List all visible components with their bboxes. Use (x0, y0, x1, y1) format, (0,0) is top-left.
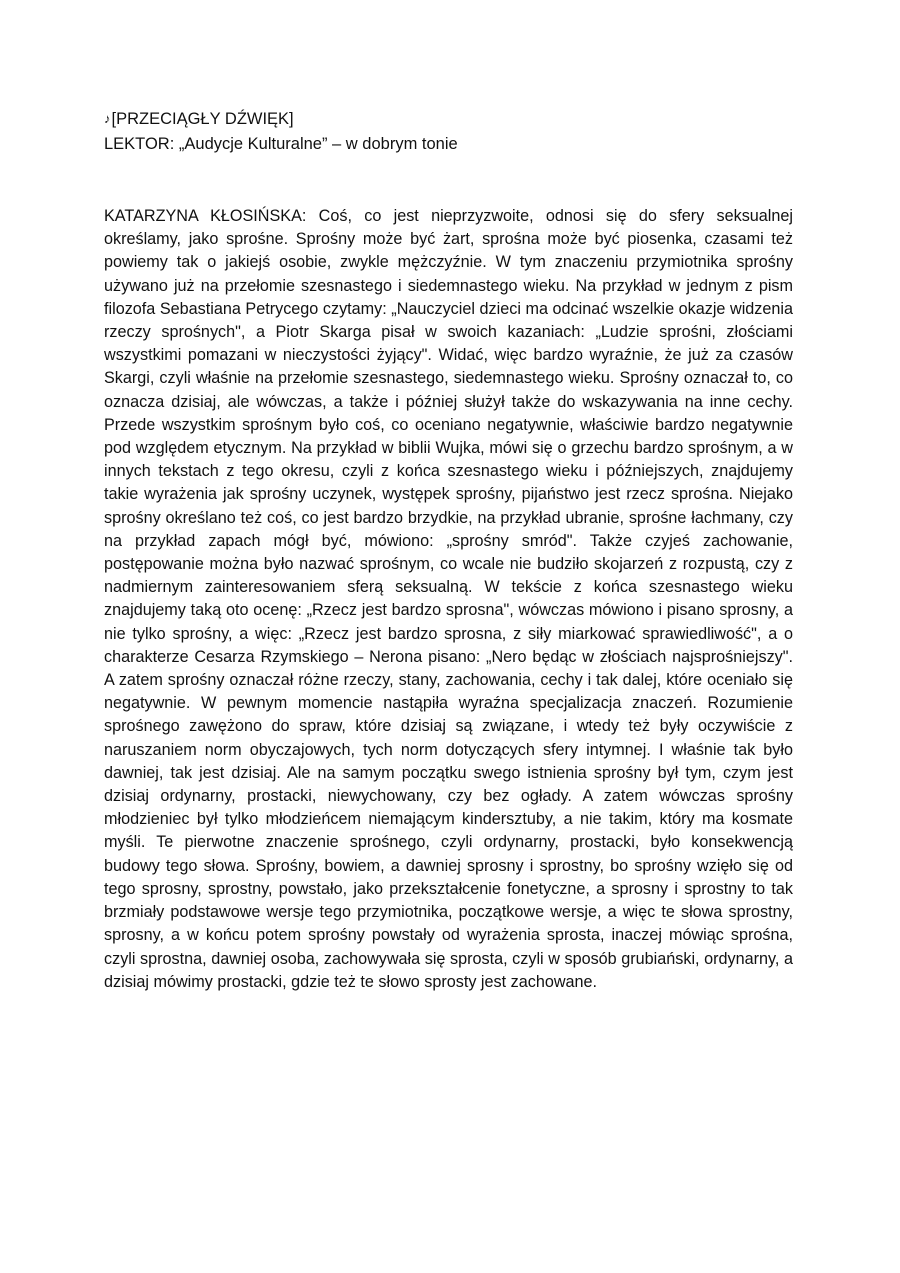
document-header (104, 106, 804, 157)
sound-cue-text: [PRZECIĄGŁY DŹWIĘK] (111, 110, 294, 128)
transcript-paragraph: KATARZYNA KŁOSIŃSKA: Coś, co jest nieprzyzwoite, odnosi się do sfery seksualnej określamy, jako sprośne. Sprośny może być żart, sprośna może być piosenka, czasami też powiemy tak o jakiejś osobie, zwykle mężczyźnie. W tym znaczeniu przymiotnika sprośny używano już na przełomie szesnastego i siedemnastego wieku. Na przykład w jednym z pism filozofa Sebastiana Petrycego czytamy: „Nauczyciel dzieci ma odcinać wszelkie okazje widzenia rzeczy sprośnych", a Piotr Skarga pisał w swoich kazaniach: „Ludzie sprośni, złościami wszystkimi pomazani w nieczystości żyjący". Widać, więc bardzo wyraźnie, że już za czasów Skargi, czyli właśnie na przełomie szesnastego, siedemnastego wieku. Sprośny oznaczał to, co oznacza dzisiaj, ale wówczas, a także i później służył także do wskazywania na inne cechy. Przede wszystkim sprośnym było coś, co oceniano negatywnie, właściwie bardzo negatywnie pod względem etycznym. Na przykład w biblii Wujka, mówi się o grzechu bardzo sprośnym, a w innych tekstach z tego okresu, czyli z końca szesnastego wieku i późniejszych, znajdujemy takie wyrażenia jak sprośny uczynek, występek sprośny, pijaństwo jest rzecz sprośna. Niejako sprośny określano też coś, co jest bardzo brzydkie, na przykład ubranie, sprośne łachmany, czy na przykład zapach mógł być, mówiono: „sprośny smród". Także czyjeś zachowanie, postępowanie można było nazwać sprośnym, co wcale nie budziło skojarzeń z rozpustą, czy z nadmiernym zainteresowaniem sferą seksualną. W tekście z końca szesnastego wieku znajdujemy taką oto ocenę: „Rzecz jest bardzo sprosna", wówczas mówiono i pisano sprosny, a nie tylko sprośny, a więc: „Rzecz jest bardzo sprosna, z siły miarkować sprawiedliwość", a o charakterze Cesarza Rzymskiego – Nerona pisano: „Nero będąc w złościach najsprośniejszy". A zatem sprośny oznaczał różne rzeczy, stany, zachowania, cechy i tak dalej, które oceniało się negatywnie. W pewnym momencie nastąpiła wyraźna specjalizacja znaczeń. Rozumienie sprośnego zawężono do spraw, które dzisiaj są związane, i wtedy też były oczywiście z naruszaniem norm obyczajowych, tych norm dotyczących sfery intymnej. I właśnie tak było dawniej, tak jest dzisiaj. Ale na samym początku swego istnienia sprośny był tym, czym jest dzisiaj ordynarny, prostacki, niewychowany, czy bez ogłady. A zatem wówczas sprośny młodzieniec był tylko młodzieńcem niemającym kindersztuby, a nie takim, który ma kosmate myśli. Te pierwotne znaczenie sprośnego, czyli ordynarny, prostacki, było konsekwencją budowy tego słowa. Sprośny, bowiem, a dawniej sprosny i sprostny, bo sprośny wzięło się od tego sprosny, sprostny, powstało, jako przekształcenie fonetyczne, a sprosny i sprostny to tak brzmiały podstawowe wersje tego przymiotnika, początkowe wersje, a więc te słowa sprostny, sprosny, a w końcu potem sprośny powstały od wyrażenia sprosta, inaczej mówiąc sprośna, czyli sprostna, dawniej osoba, zachowywała się sprosta, czyli w sposób grubiański, ordynarny, a dzisiaj mówimy prostacki, gdzie też te słowo sprosty jest zachowane. (104, 207, 793, 991)
sound-cue-line (104, 106, 804, 132)
music-note-icon: ♪ (104, 111, 111, 126)
lektor-line: LEKTOR: „Audycje Kulturalne” – w dobrym tonie (104, 135, 458, 153)
